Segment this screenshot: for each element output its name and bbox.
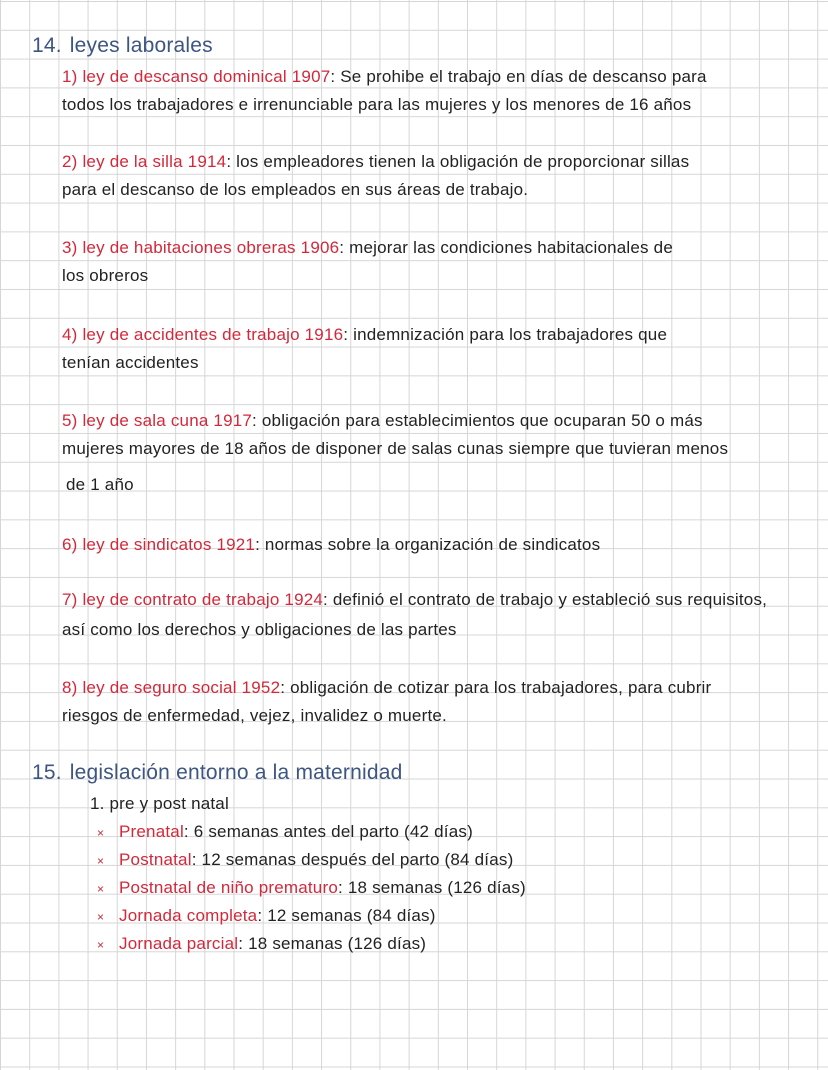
law-line — [62, 676, 711, 700]
law-name: 8) ley de seguro social 1952 — [62, 678, 281, 697]
section-number: 15. — [32, 761, 62, 784]
law-description: : indemnización para los trabajadores que — [343, 325, 668, 344]
law-description: : normas sobre la organización de sindicatos — [255, 535, 601, 554]
leave-type: Postnatal — [119, 850, 192, 869]
leave-duration: : 6 semanas antes del parto (42 días) — [183, 822, 473, 841]
law-description: : mejorar las condiciones habitacionales de — [339, 238, 673, 257]
law-description: para el descanso de los empleados en sus áreas de trabajo. — [62, 180, 529, 199]
law-name: 5) ley de sala cuna 1917 — [62, 411, 253, 430]
law-line — [62, 65, 707, 89]
law-line — [62, 150, 689, 174]
section-heading — [32, 761, 403, 785]
section-heading — [32, 34, 213, 58]
law-line — [62, 351, 199, 375]
law-description: : Se prohibe el trabajo en días de descanso para — [330, 67, 707, 86]
law-description: : los empleadores tienen la obligación de proporcionar sillas — [226, 152, 690, 171]
section-title: leyes laborales — [69, 34, 213, 57]
law-description: todos los trabajadores e irrenunciable para las mujeres y los menores de 16 años — [62, 95, 692, 114]
law-description: riesgos de enfermedad, vejez, invalidez o muerte. — [62, 706, 447, 725]
law-line — [62, 618, 457, 642]
leave-type: Jornada completa — [119, 906, 258, 925]
law-name: 6) ley de sindicatos 1921 — [62, 535, 256, 554]
law-name: 4) ley de accidentes de trabajo 1916 — [62, 325, 344, 344]
maternity-item — [97, 820, 473, 845]
maternity-item — [97, 848, 513, 873]
bullet-x-icon: × — [97, 910, 105, 924]
law-description: : definió el contrato de trabajo y estableció sus requisitos, — [323, 590, 768, 609]
law-name: 3) ley de habitaciones obreras 1906 — [62, 238, 340, 257]
law-line — [62, 93, 691, 117]
law-line — [62, 236, 673, 260]
leave-duration: : 18 semanas (126 días) — [238, 934, 427, 953]
leave-duration: : 12 semanas después del parto (84 días) — [191, 850, 514, 869]
law-line — [62, 588, 767, 612]
law-description: los obreros — [62, 266, 149, 285]
law-line — [62, 704, 447, 728]
bullet-x-icon: × — [97, 854, 105, 868]
law-line — [62, 437, 728, 461]
section-title: legislación entorno a la maternidad — [69, 761, 403, 784]
law-description: : obligación de cotizar para los trabajadores, para cubrir — [280, 678, 712, 697]
section-number: 14. — [32, 34, 62, 57]
law-description: mujeres mayores de 18 años de disponer de salas cunas siempre que tuvieran menos — [62, 439, 729, 458]
leave-duration: : 18 semanas (126 días) — [337, 878, 526, 897]
law-name: 7) ley de contrato de trabajo 1924 — [62, 590, 324, 609]
law-description: de 1 año — [66, 475, 134, 494]
maternity-item — [97, 932, 426, 957]
law-description: : obligación para establecimientos que ocuparan 50 o más — [252, 411, 703, 430]
law-line — [62, 409, 703, 433]
subheading: 1. pre y post natal — [90, 794, 229, 813]
maternity-item — [97, 876, 526, 901]
leave-type: Postnatal de niño prematuro — [119, 878, 338, 897]
bullet-x-icon: × — [97, 938, 105, 952]
bullet-x-icon: × — [97, 826, 105, 840]
leave-duration: : 12 semanas (84 días) — [257, 906, 436, 925]
law-description: así como los derechos y obligaciones de las partes — [62, 620, 457, 639]
law-line — [62, 264, 148, 288]
maternity-item — [97, 904, 436, 929]
bullet-x-icon: × — [97, 882, 105, 896]
law-name: 2) ley de la silla 1914 — [62, 152, 227, 171]
leave-type: Jornada parcial — [119, 934, 239, 953]
law-line — [62, 178, 528, 202]
law-line — [62, 323, 667, 347]
leave-type: Prenatal — [119, 822, 184, 841]
law-name: 1) ley de descanso dominical 1907 — [62, 67, 331, 86]
law-line — [62, 533, 600, 557]
law-description: tenían accidentes — [62, 353, 199, 372]
law-line — [66, 473, 134, 497]
